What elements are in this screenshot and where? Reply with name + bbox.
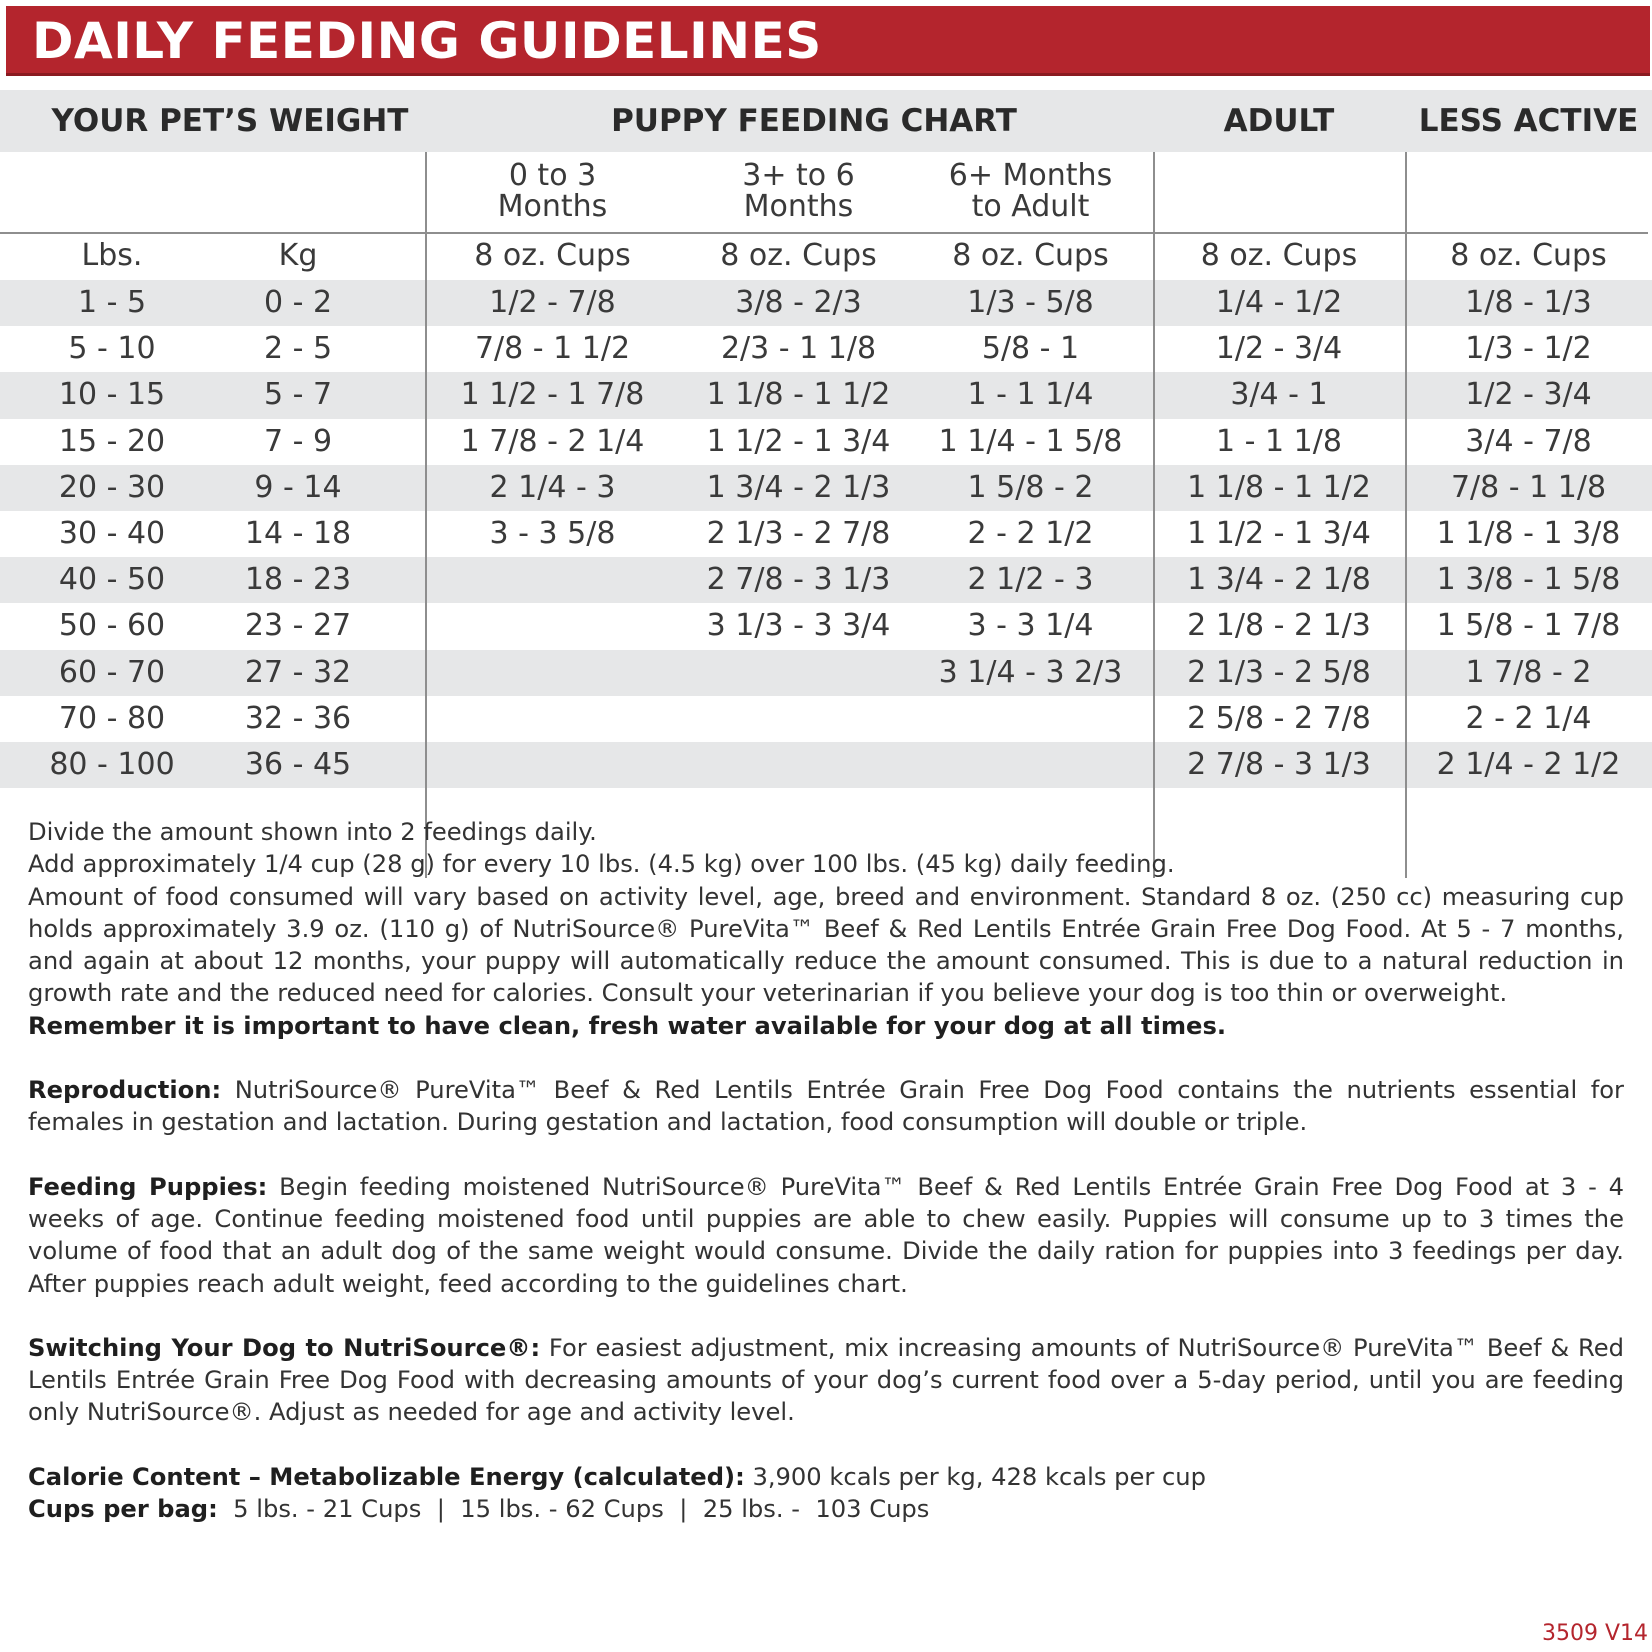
page-title: DAILY FEEDING GUIDELINES bbox=[32, 12, 822, 70]
subheader-line: 0 to 3 bbox=[508, 158, 597, 193]
reproduction-label: Reproduction: bbox=[28, 1076, 222, 1105]
title-banner bbox=[6, 6, 1650, 76]
cell-kg: 14 - 18 bbox=[244, 516, 352, 551]
feeding-puppies-label: Feeding Puppies: bbox=[28, 1172, 268, 1201]
cell-puppy-0-3 bbox=[430, 557, 675, 603]
cell-kg: 23 - 27 bbox=[244, 608, 352, 644]
cell-kg: 7 - 9 bbox=[263, 423, 333, 459]
calorie-label: Calorie Content – Metabolizable Energy (calculated): bbox=[28, 1462, 745, 1491]
cell-adult: 1/2 - 3/4 bbox=[1215, 331, 1343, 367]
cell-puppy-6-adult: 1/3 - 5/8 bbox=[967, 285, 1094, 320]
switching-label: Switching Your Dog to NutriSource®: bbox=[28, 1333, 541, 1362]
cell-puppy-6-adult bbox=[908, 696, 1153, 742]
cell-puppy-3-6: 2 7/8 - 3 1/3 bbox=[706, 562, 891, 598]
cell-less-active: 2 - 2 1/4 bbox=[1465, 700, 1592, 736]
cell-adult: 1 3/4 - 2 1/8 bbox=[1187, 562, 1371, 598]
cell-adult: 2 1/3 - 2 5/8 bbox=[1187, 654, 1371, 690]
cell-puppy-3-6: 2/3 - 1 1/8 bbox=[720, 331, 877, 367]
note-reproduction bbox=[28, 1074, 1624, 1139]
cell-puppy-6-adult: 2 1/2 - 3 bbox=[967, 562, 1094, 598]
header-adult: ADULT bbox=[1223, 103, 1335, 139]
cell-puppy-6-adult bbox=[908, 742, 1153, 788]
note-switching bbox=[28, 1332, 1624, 1429]
header-puppy: PUPPY FEEDING CHART bbox=[611, 103, 1017, 139]
cell-kg: 32 - 36 bbox=[244, 700, 352, 736]
cell-puppy-0-3 bbox=[430, 696, 675, 742]
cell-less-active: 2 1/4 - 2 1/2 bbox=[1436, 747, 1621, 782]
subheader-3-6-months bbox=[676, 160, 921, 230]
cell-less-active: 1 3/8 - 1 5/8 bbox=[1436, 562, 1621, 598]
note-water bbox=[28, 1010, 1624, 1042]
subheader-line: 6+ Months bbox=[948, 158, 1113, 193]
cups-label: Cups per bag: bbox=[28, 1495, 218, 1524]
note-calorie bbox=[28, 1461, 1624, 1493]
cell-puppy-3-6 bbox=[676, 650, 921, 696]
subheader-0-3-months bbox=[430, 160, 675, 230]
cell-puppy-0-3: 3 - 3 5/8 bbox=[489, 516, 616, 551]
unit-cups-3-6: 8 oz. Cups bbox=[720, 238, 877, 273]
feeding-chart bbox=[0, 90, 1652, 790]
cell-puppy-3-6 bbox=[676, 742, 921, 788]
cell-puppy-0-3 bbox=[430, 742, 675, 788]
cell-puppy-6-adult: 3 1/4 - 3 2/3 bbox=[938, 654, 1123, 690]
reproduction-text: NutriSource® PureVita™ Beef & Red Lentils Entrée Grain Free Dog Food contains the nutrients essential for females in gestation and lactation. During gestation and lactation, food consumption will double or triple. bbox=[28, 1076, 1624, 1137]
cell-adult: 1 1/8 - 1 1/2 bbox=[1187, 469, 1371, 505]
cell-less-active: 1/8 - 1/3 bbox=[1465, 285, 1592, 320]
cell-puppy-3-6: 1 3/4 - 2 1/3 bbox=[706, 469, 891, 505]
cell-lbs: 40 - 50 bbox=[58, 562, 166, 598]
cell-lbs: 1 - 5 bbox=[77, 285, 147, 320]
cell-kg: 5 - 7 bbox=[263, 377, 333, 413]
subheader-line: Months bbox=[497, 189, 608, 224]
unit-cups-adult: 8 oz. Cups bbox=[1200, 238, 1358, 273]
cell-adult: 1/4 - 1/2 bbox=[1215, 285, 1343, 320]
cell-puppy-3-6: 3/8 - 2/3 bbox=[735, 285, 862, 320]
cell-less-active: 1 5/8 - 1 7/8 bbox=[1436, 608, 1621, 644]
cell-lbs: 15 - 20 bbox=[58, 423, 166, 459]
divider-weight bbox=[425, 152, 427, 878]
note-feedings: Divide the amount shown into 2 feedings daily. bbox=[28, 818, 597, 846]
cell-lbs: 5 - 10 bbox=[68, 331, 156, 367]
note-amount: Amount of food consumed will vary based on activity level, age, breed and environment. Standard 8 oz. (250 cc) measuring cup holds approximately 3.9 oz. (110 g) of NutriSource® PureVita™ Beef & Red Lentils Entrée Grain Free Dog Food. At 5 - 7 months, and again at about 12 months, your puppy will automatically reduce the amount consumed. This is due to a natural reduction in growth rate and the reduced need for calories. Consult your veterinarian if you believe your dog is too thin or overweight. bbox=[28, 882, 1624, 1008]
cell-lbs: 80 - 100 bbox=[49, 747, 175, 782]
cell-puppy-6-adult: 1 5/8 - 2 bbox=[967, 469, 1094, 505]
version-code: 3509 V14 bbox=[1541, 1621, 1648, 1646]
cell-puppy-0-3 bbox=[430, 650, 675, 696]
cell-less-active: 1 7/8 - 2 bbox=[1465, 654, 1592, 690]
cell-lbs: 70 - 80 bbox=[58, 700, 166, 736]
unit-cups-less-active: 8 oz. Cups bbox=[1450, 238, 1607, 273]
cell-adult: 2 1/8 - 2 1/3 bbox=[1187, 608, 1371, 644]
feeding-notes bbox=[28, 816, 1624, 1525]
cell-kg: 18 - 23 bbox=[244, 562, 352, 598]
cell-less-active: 1/3 - 1/2 bbox=[1465, 331, 1592, 367]
cell-kg: 27 - 32 bbox=[244, 654, 352, 690]
cell-kg: 2 - 5 bbox=[263, 331, 333, 367]
note-feeding-puppies bbox=[28, 1171, 1624, 1300]
cell-lbs: 10 - 15 bbox=[58, 377, 166, 413]
cell-puppy-0-3: 2 1/4 - 3 bbox=[489, 469, 616, 505]
cell-puppy-6-adult: 2 - 2 1/2 bbox=[967, 516, 1094, 551]
cell-puppy-6-adult: 5/8 - 1 bbox=[981, 331, 1080, 367]
cell-puppy-3-6 bbox=[676, 696, 921, 742]
note-cups-per-bag bbox=[28, 1493, 1624, 1525]
cell-kg: 9 - 14 bbox=[254, 469, 342, 505]
cell-puppy-0-3: 1 7/8 - 2 1/4 bbox=[460, 423, 645, 459]
cell-less-active: 7/8 - 1 1/8 bbox=[1450, 469, 1607, 505]
calorie-text: 3,900 kcals per kg, 428 kcals per cup bbox=[744, 1462, 1206, 1491]
subheader-6-months-adult bbox=[908, 160, 1153, 230]
cell-puppy-0-3: 7/8 - 1 1/2 bbox=[474, 331, 631, 367]
subheader-line: to Adult bbox=[971, 189, 1090, 224]
cell-lbs: 20 - 30 bbox=[58, 469, 166, 505]
cell-puppy-3-6: 3 1/3 - 3 3/4 bbox=[706, 608, 891, 644]
subheader-line: 3+ to 6 bbox=[742, 158, 855, 193]
cups-text: 5 lbs. - 21 Cups | 15 lbs. - 62 Cups | 25 lbs. - 103 Cups bbox=[217, 1495, 930, 1524]
cell-lbs: 50 - 60 bbox=[58, 608, 166, 644]
subheader-rule bbox=[0, 232, 1648, 234]
cell-less-active: 3/4 - 7/8 bbox=[1465, 423, 1592, 459]
cell-less-active: 1/2 - 3/4 bbox=[1465, 377, 1592, 413]
cell-puppy-0-3: 1 1/2 - 1 7/8 bbox=[460, 377, 645, 413]
cell-puppy-0-3 bbox=[430, 603, 675, 649]
unit-cups-0-3: 8 oz. Cups bbox=[474, 238, 631, 273]
cell-puppy-3-6: 1 1/2 - 1 3/4 bbox=[706, 423, 891, 459]
cell-lbs: 60 - 70 bbox=[58, 654, 166, 690]
water-reminder: Remember it is important to have clean, fresh water available for your dog at all times. bbox=[28, 1011, 1227, 1040]
cell-adult: 1 - 1 1/8 bbox=[1216, 423, 1342, 459]
cell-kg: 0 - 2 bbox=[263, 285, 333, 320]
cell-puppy-0-3: 1/2 - 7/8 bbox=[489, 285, 616, 320]
subheader-line: Months bbox=[743, 189, 854, 224]
cell-kg: 36 - 45 bbox=[244, 747, 352, 782]
cell-puppy-6-adult: 1 - 1 1/4 bbox=[967, 377, 1094, 413]
cell-puppy-6-adult: 1 1/4 - 1 5/8 bbox=[938, 423, 1123, 459]
note-large-dogs: Add approximately 1/4 cup (28 g) for every 10 lbs. (4.5 kg) over 100 lbs. (45 kg) daily feeding. bbox=[28, 850, 1175, 879]
unit-lbs: Lbs. bbox=[81, 238, 143, 273]
cell-adult: 1 1/2 - 1 3/4 bbox=[1187, 516, 1371, 551]
cell-puppy-3-6: 1 1/8 - 1 1/2 bbox=[706, 377, 891, 413]
unit-cups-6-adult: 8 oz. Cups bbox=[952, 238, 1109, 273]
cell-puppy-3-6: 2 1/3 - 2 7/8 bbox=[706, 516, 891, 551]
cell-adult: 3/4 - 1 bbox=[1230, 377, 1328, 413]
cell-adult: 2 7/8 - 3 1/3 bbox=[1187, 747, 1371, 782]
cell-adult: 2 5/8 - 2 7/8 bbox=[1187, 700, 1371, 736]
cell-less-active: 1 1/8 - 1 3/8 bbox=[1436, 516, 1621, 551]
unit-kg: Kg bbox=[278, 238, 318, 273]
cell-puppy-6-adult: 3 - 3 1/4 bbox=[967, 608, 1094, 644]
switching-text: For easiest adjustment, mix increasing amounts of NutriSource® PureVita™ Beef & Red Lentils Entrée Grain Free Dog Food with decreasing amounts of your dog’s current food over a 5-day period, until you are feeding only NutriSource®. Adjust as needed for age and activity level. bbox=[28, 1333, 1624, 1427]
header-less-active: LESS ACTIVE bbox=[1418, 103, 1639, 139]
cell-lbs: 30 - 40 bbox=[58, 516, 166, 551]
feeding-puppies-text: Begin feeding moistened NutriSource® PureVita™ Beef & Red Lentils Entrée Grain Free Dog Food at 3 - 4 weeks of age. Continue feeding moistened food until puppies are able to chew easily. Puppies will consume up to 3 times the volume of food that an adult dog of the same weight would consume. Divide the daily ration for puppies into 3 feedings per day. After puppies reach adult weight, feed according to the guidelines chart. bbox=[28, 1172, 1624, 1298]
header-weight: YOUR PET’S WEIGHT bbox=[51, 103, 409, 139]
